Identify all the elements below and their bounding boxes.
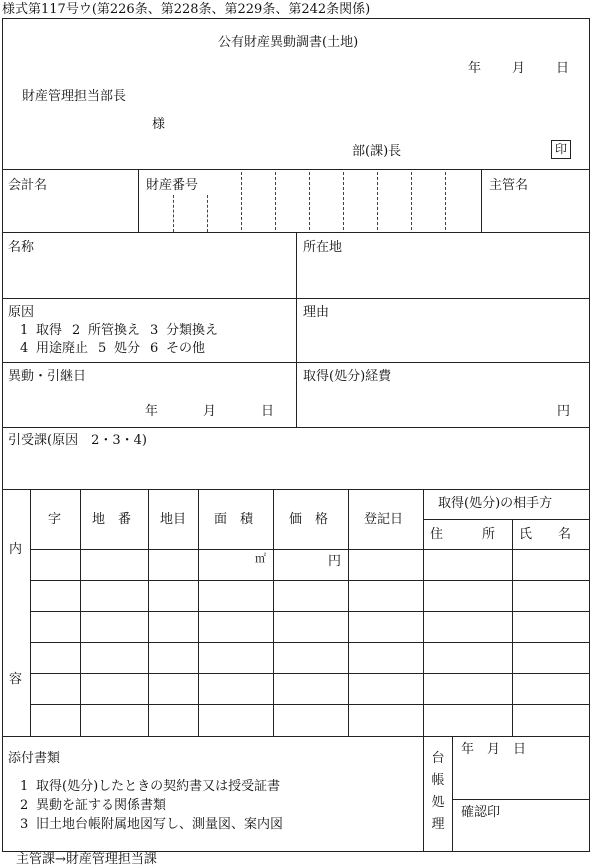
routing-note: 主管課→財産管理担当課 bbox=[16, 852, 157, 867]
option-number: 3 bbox=[150, 323, 159, 338]
header-address: 住 所 bbox=[430, 527, 496, 542]
cause-options-line-2 bbox=[20, 342, 205, 355]
ledger-label: 台帳処理 bbox=[431, 751, 445, 832]
divider bbox=[452, 799, 590, 800]
attachment-text: 取得(処分)したときの契約書又は授受証書 bbox=[36, 779, 281, 794]
divider bbox=[2, 169, 590, 170]
divider bbox=[423, 489, 424, 736]
option-number: 2 bbox=[72, 323, 81, 338]
header-registry-date: 登記日 bbox=[364, 512, 404, 527]
attachment-number: 1 bbox=[20, 779, 29, 794]
reason-label: 理由 bbox=[303, 305, 330, 320]
attachment-item bbox=[20, 799, 166, 812]
cause-options-line-1 bbox=[20, 324, 218, 337]
divider bbox=[2, 427, 590, 428]
date-month-label: 月 bbox=[512, 61, 526, 76]
divider bbox=[30, 611, 590, 612]
divider bbox=[30, 580, 590, 581]
option-label: 処分 bbox=[114, 341, 141, 356]
header-counterparty: 取得(処分)の相手方 bbox=[438, 496, 553, 511]
option-label: 取得 bbox=[36, 323, 63, 338]
attachment-number: 3 bbox=[20, 817, 29, 832]
attachment-text: 旧土地台帳附属地図写し、測量図、案内図 bbox=[36, 817, 284, 832]
divider bbox=[2, 489, 590, 490]
divider bbox=[30, 549, 590, 550]
location-label: 所在地 bbox=[303, 240, 343, 255]
cause-label: 原因 bbox=[8, 305, 35, 320]
sender-title: 部(課)長 bbox=[352, 144, 402, 159]
receiving-section-label: 引受課(原因 2・3・4) bbox=[8, 433, 147, 448]
honorific: 様 bbox=[152, 117, 166, 132]
transfer-day-label: 日 bbox=[261, 404, 275, 419]
date-day-label: 日 bbox=[556, 61, 570, 76]
attachment-item bbox=[20, 818, 283, 831]
divider bbox=[423, 519, 590, 520]
option-label: 用途廃止 bbox=[36, 341, 89, 356]
accounting-name-label: 会計名 bbox=[8, 178, 48, 193]
cost-unit: 円 bbox=[557, 404, 571, 419]
ledger-date: 年 月 日 bbox=[461, 742, 527, 757]
option-number: 4 bbox=[20, 341, 29, 356]
divider bbox=[30, 673, 590, 674]
attachment-number: 2 bbox=[20, 798, 29, 813]
option-label: その他 bbox=[166, 341, 206, 356]
digit-divider bbox=[275, 172, 276, 230]
header-chiban: 地 番 bbox=[92, 512, 132, 527]
form-title: 公有財産異動調書(土地) bbox=[218, 35, 359, 50]
divider bbox=[296, 232, 297, 427]
digit-divider bbox=[309, 172, 310, 230]
divider bbox=[512, 519, 513, 736]
digit-divider bbox=[377, 172, 378, 230]
managing-dept-label: 主管名 bbox=[489, 178, 529, 193]
divider bbox=[2, 736, 590, 737]
attachment-text: 異動を証する関係書類 bbox=[36, 798, 167, 813]
transfer-date-label: 異動・引継日 bbox=[8, 369, 87, 384]
option-number: 5 bbox=[98, 341, 107, 356]
digit-divider bbox=[241, 172, 242, 230]
divider bbox=[138, 169, 139, 232]
divider bbox=[148, 489, 149, 736]
option-label: 所管換え bbox=[88, 323, 141, 338]
contents-side-label: 容 bbox=[9, 672, 23, 687]
divider bbox=[273, 489, 274, 736]
form-number: 様式第117号ウ(第226条、第228条、第229条、第242条関係) bbox=[2, 2, 371, 17]
divider bbox=[30, 642, 590, 643]
option-number: 1 bbox=[20, 323, 29, 338]
digit-divider bbox=[445, 172, 446, 230]
divider bbox=[481, 169, 482, 232]
price-unit: 円 bbox=[328, 554, 342, 569]
option-label: 分類換え bbox=[166, 323, 219, 338]
attachments-title: 添付書類 bbox=[8, 751, 61, 766]
addressee: 財産管理担当部長 bbox=[22, 89, 127, 104]
divider bbox=[348, 489, 349, 736]
divider bbox=[30, 489, 31, 736]
confirmation-seal-label: 確認印 bbox=[461, 805, 501, 820]
divider bbox=[80, 489, 81, 736]
divider bbox=[30, 704, 590, 705]
header-aza: 字 bbox=[48, 512, 62, 527]
divider bbox=[198, 489, 199, 736]
header-price: 価 格 bbox=[289, 512, 329, 527]
digit-divider bbox=[343, 172, 344, 230]
cost-label: 取得(処分)経費 bbox=[303, 369, 392, 384]
divider bbox=[452, 736, 453, 852]
header-chimoku: 地目 bbox=[160, 512, 187, 527]
name-label: 名称 bbox=[8, 240, 35, 255]
attachment-item bbox=[20, 780, 280, 793]
seal-box: 印 bbox=[551, 140, 571, 159]
divider bbox=[423, 736, 424, 852]
header-full-name: 氏 名 bbox=[519, 527, 572, 542]
digit-divider bbox=[173, 195, 174, 232]
digit-divider bbox=[411, 172, 412, 230]
contents-side-label: 内 bbox=[9, 542, 23, 557]
transfer-year-label: 年 bbox=[145, 404, 159, 419]
date-year-label: 年 bbox=[468, 61, 482, 76]
digit-divider bbox=[207, 195, 208, 232]
header-area: 面 積 bbox=[214, 512, 254, 527]
transfer-month-label: 月 bbox=[203, 404, 217, 419]
option-number: 6 bbox=[150, 341, 159, 356]
area-unit: ㎡ bbox=[255, 552, 266, 565]
property-number-label: 財産番号 bbox=[146, 178, 199, 193]
